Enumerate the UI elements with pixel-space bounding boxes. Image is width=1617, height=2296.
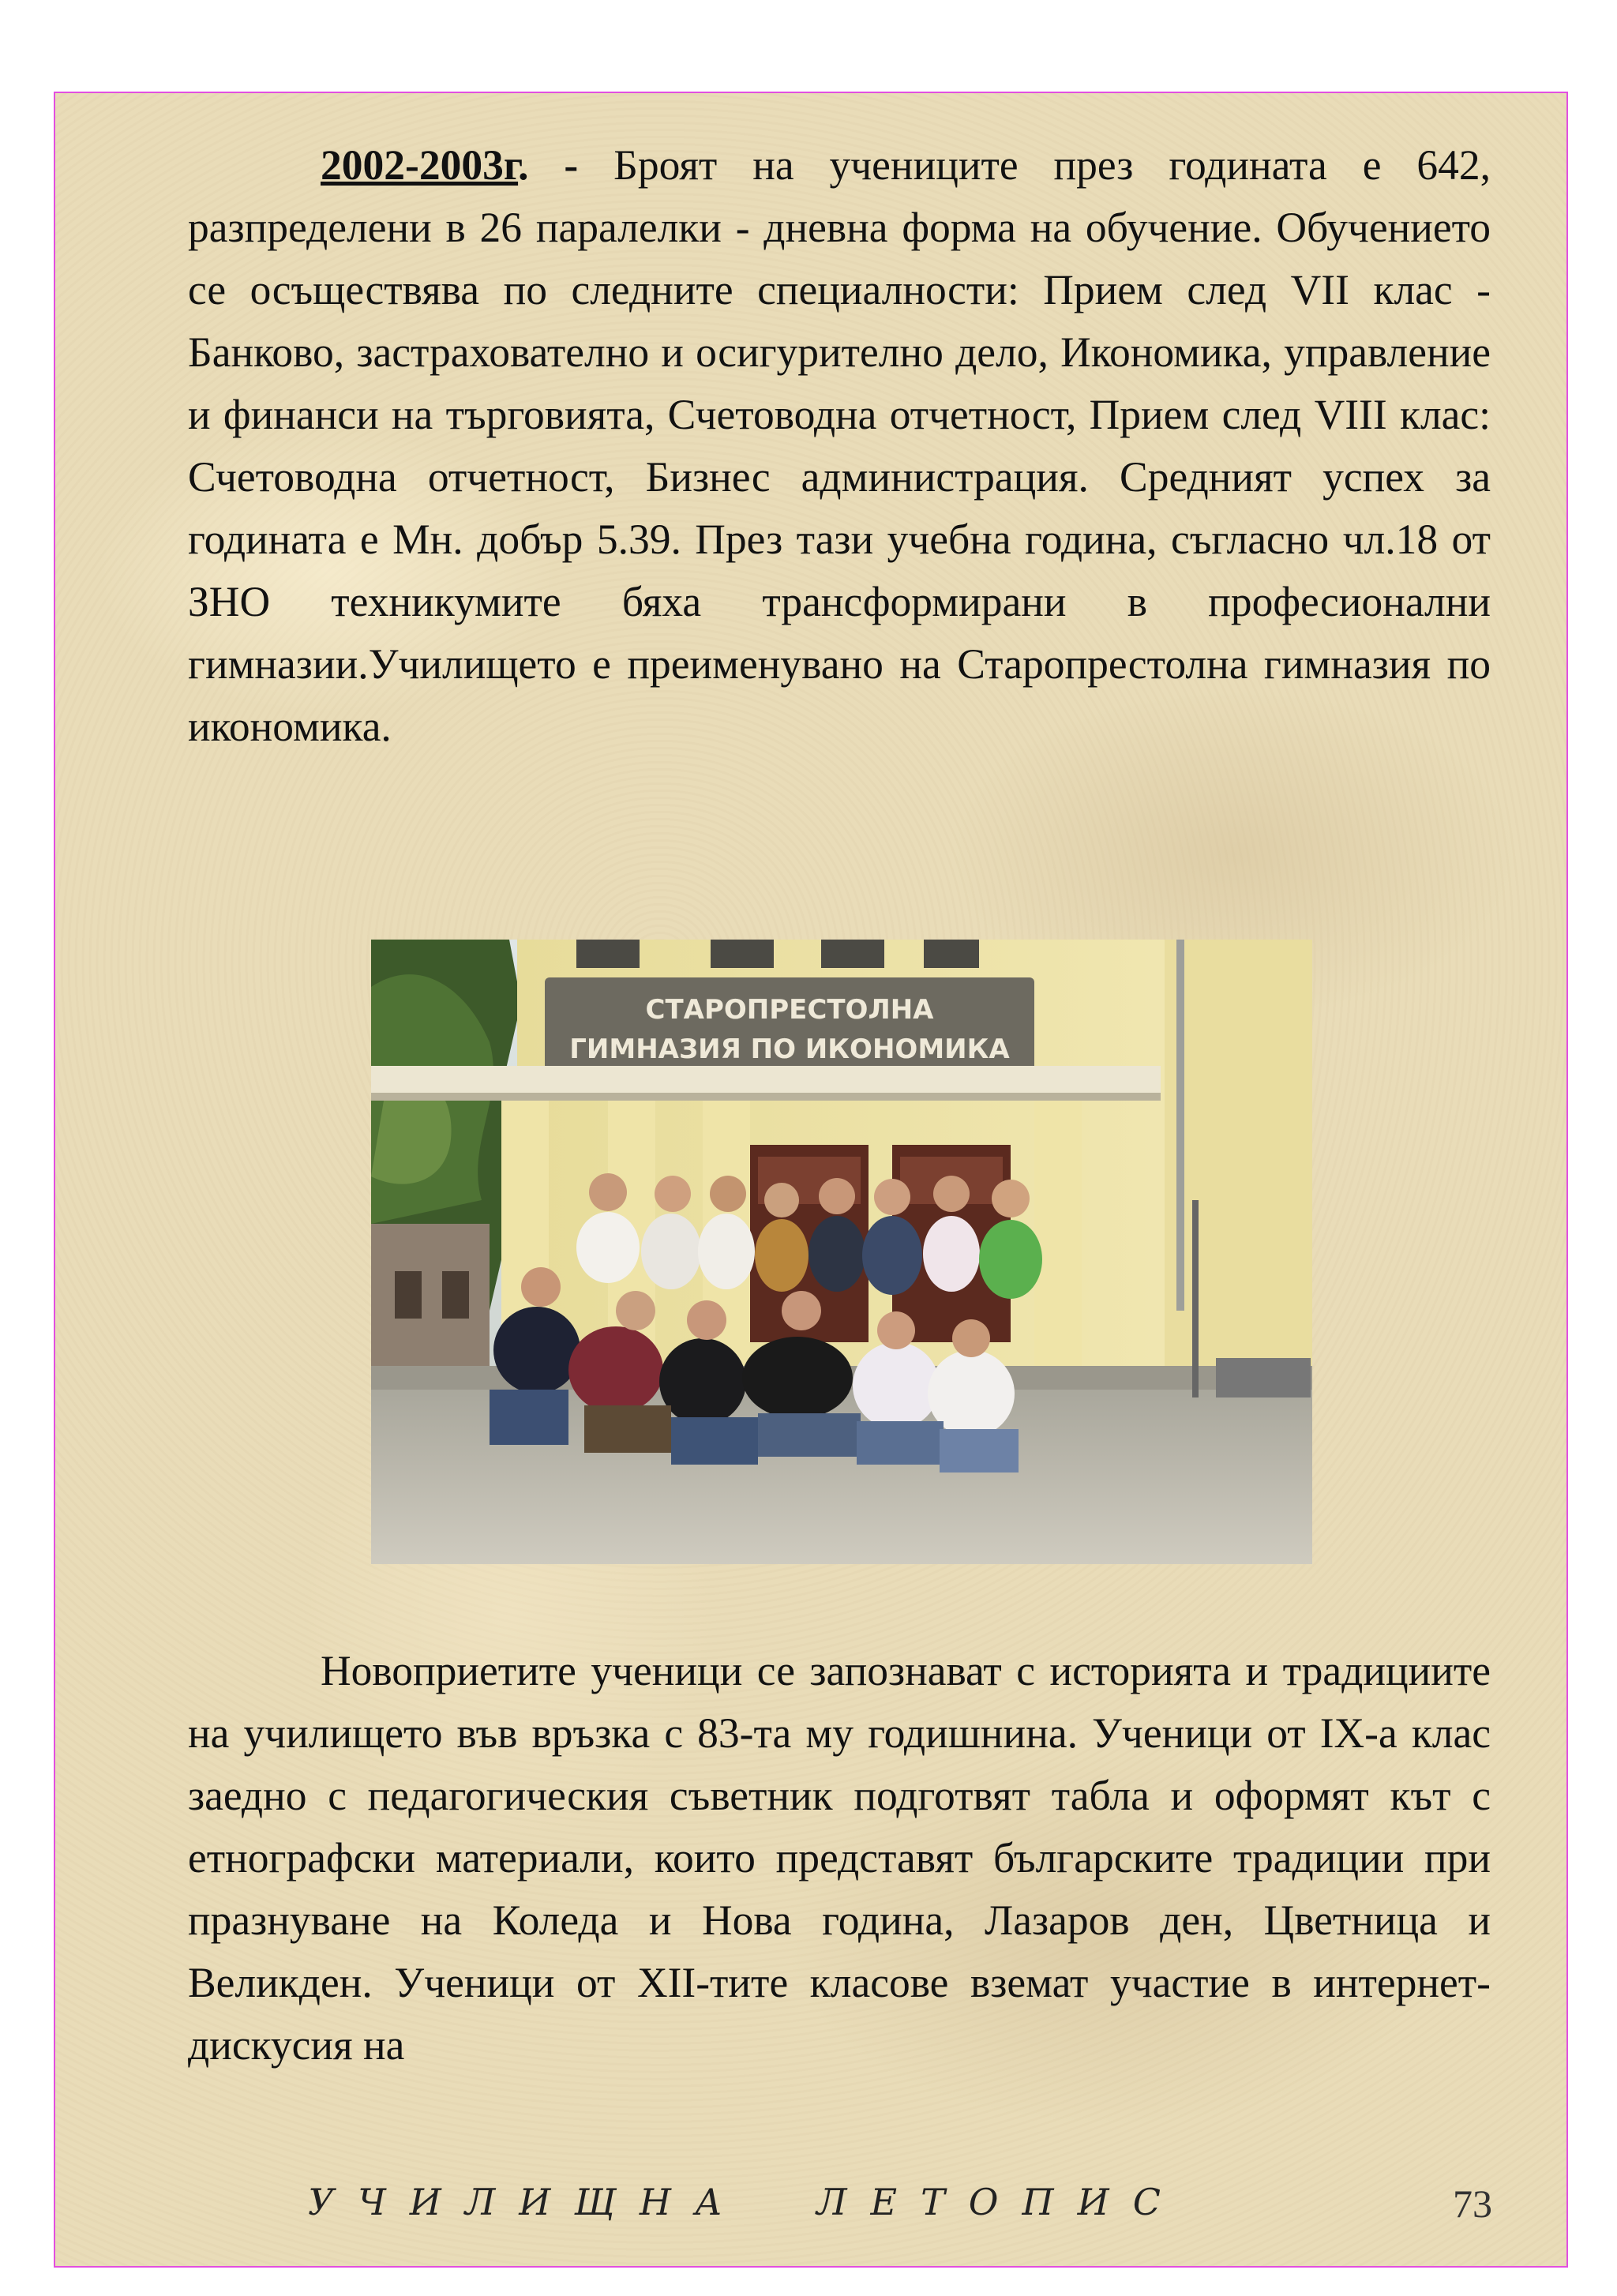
year-heading-dash: . - — [518, 141, 579, 189]
paragraph-body: Броят на учениците през годината е 642, разпределени в 26 паралелки - дневна форма на обучение. Обучението се осъществява по следните специалности: Прием след VII клас - Банково, застрахователно и осигурително дело, Икономика, управление и финанси на търговията, Счетоводна отчетност, Прием след VIII клас: Счетоводна отчетност, Бизнес администрация. Средният успех за годината е Мн. добър 5.39. През тази учебна година, съгласно чл.18 от ЗНО техникумите бяха трансформирани в професионални гимназии.Училището е преименувано на Старопрестолна гимназия по икономика. — [188, 141, 1491, 750]
year-heading: 2002-2003г — [321, 141, 519, 189]
photo-sign-line-2: ГИМНАЗИЯ ПО ИКОНОМИКА — [569, 1034, 1010, 1065]
page-number: 73 — [1453, 2182, 1492, 2226]
footer-title: УЧИЛИЩНА ЛЕТОПИС — [308, 2181, 1184, 2223]
paragraph-new-students: Новоприетите ученици се запознават с историята и традициите на училището във връзка с 83-та му годишнина. Ученици от IX-а клас заедно с педагогическия съветник подготвят табла и оформят кът с етнографски материали, които представят българските традиции при празнуване на Коледа и Нова година, Лазаров ден, Цветница и Великден. Ученици от XII-тите класове вземат участие в интернет-дискусия на — [188, 1647, 1491, 2069]
paragraph-2002-2003 — [188, 134, 1491, 758]
footer — [308, 2181, 1540, 2228]
photo-sign-line-1: СТАРОПРЕСТОЛНА — [645, 994, 934, 1026]
school-group-photo — [371, 940, 1312, 1564]
